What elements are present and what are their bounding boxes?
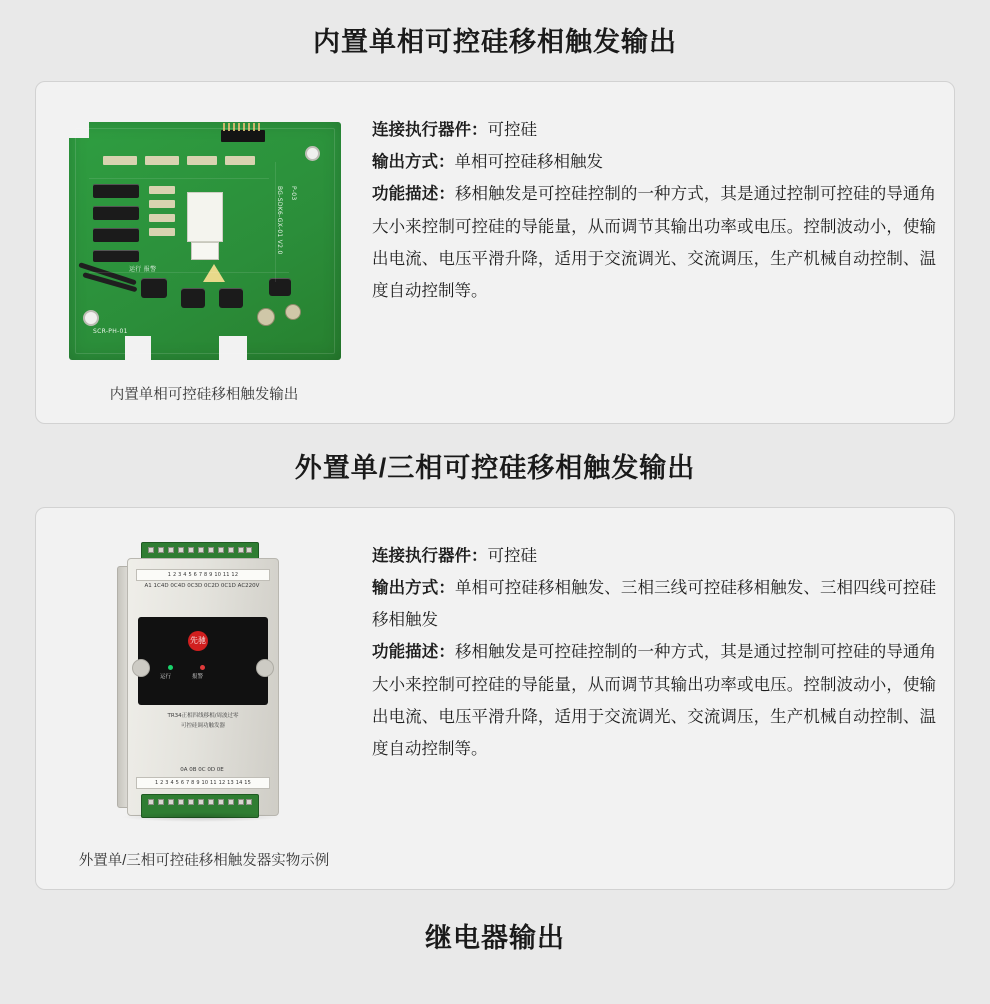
spec-row-description-1 <box>372 178 936 307</box>
pcb-ic-small <box>219 288 243 308</box>
pcb-mounting-hole <box>83 310 99 326</box>
device-alarm-label: 报警 <box>192 673 204 680</box>
pcb-ic <box>93 206 139 220</box>
pcb-notch-left <box>125 336 151 360</box>
device-mount-hole-right <box>256 659 274 677</box>
pcb-header-pins <box>223 123 260 131</box>
spec-value: 可控硅 <box>487 121 537 139</box>
pcb-triangle-mark <box>203 264 225 282</box>
pcb-ic-small <box>181 288 205 308</box>
pcb-silk-side-text2: P-03 <box>290 186 297 201</box>
pcb-ic <box>93 250 139 262</box>
pcb-pad <box>103 156 137 165</box>
pcb-trace <box>89 272 289 273</box>
spec-value: 可控硅 <box>487 546 537 565</box>
pcb-ic-small <box>141 278 167 298</box>
section-card-2 <box>35 507 955 890</box>
pcb-pad <box>145 156 179 165</box>
device-top-numbers: 1 2 3 4 5 6 7 8 9 10 11 12 <box>136 569 270 581</box>
spec-row-output-mode-1 <box>372 146 936 178</box>
spec-row-description-2 <box>372 636 936 765</box>
pcb-silk-board-code: SCR-PH-01 <box>93 328 128 335</box>
device-mount-hole-left <box>132 659 150 677</box>
device-display-window <box>138 617 268 705</box>
section-title-2: 外置单/三相可控硅移相触发输出 <box>294 452 696 483</box>
pcb-pad <box>149 228 175 236</box>
pcb-trace <box>89 178 269 179</box>
spec-value: 移相触发是可控硅控制的一种方式，其是通过控制可控硅的导通角大小来控制可控硅的导能量，从而调节其输出功率或电压。控制波动小，使输出电流、电压平滑升降，适用于交流调光、交流调压，生产机械自动控制、温度自动控制等。 <box>372 185 937 300</box>
section-card-1 <box>35 81 955 424</box>
pcb-white-label <box>187 192 223 242</box>
pcb-wire <box>78 262 137 285</box>
pcb-pad <box>149 186 175 194</box>
spec-value: 单相可控硅移相触发 <box>454 153 603 172</box>
spec-label: 连接执行器件： <box>372 546 488 565</box>
pcb-wire <box>82 272 137 292</box>
pcb-header-connector <box>221 130 265 142</box>
pcb-ic <box>93 184 139 198</box>
pcb-pad <box>149 214 175 222</box>
device-run-led <box>168 665 173 670</box>
pcb-ic-small <box>269 278 291 296</box>
device-bottom-terminal-marks: 0A 0B 0C 0D 0E <box>180 766 224 773</box>
pcb-notch-mid <box>219 336 247 360</box>
spec-label: 输出方式： <box>372 579 455 598</box>
pcb-capacitor <box>285 304 301 320</box>
pcb-ic <box>93 228 139 242</box>
pcb-capacitor <box>257 308 275 326</box>
spec-value: 移相触发是可控硅控制的一种方式，其是通过控制可控硅的导通角大小来控制可控硅的导能量，从而调节其输出功率或电压。控制波动小，使输出电流、电压平滑升降，适用于交流调光、交流调压，生产机械自动控制、温度自动控制等。 <box>372 643 937 758</box>
spec-label: 输出方式： <box>372 153 455 172</box>
pcb-substrate <box>69 122 341 360</box>
section-title-3: 继电器输出 <box>425 922 565 953</box>
device-alarm-led <box>200 665 205 670</box>
pcb-trace <box>275 162 276 282</box>
pcb-board-photo <box>61 100 347 378</box>
pcb-silk-marks: 运行 报警 <box>129 266 157 273</box>
pcb-notch-corner <box>69 122 89 138</box>
device-top-terminal-marks: A1 1C4D 0C4D 0C3D 0C2D 0C1D AC220V <box>144 582 260 589</box>
section-2-image-block <box>54 526 354 871</box>
pcb-pad <box>225 156 255 165</box>
section-2-caption: 外置单/三相可控硅移相触发器实物示例 <box>78 852 330 869</box>
pcb-mounting-hole <box>305 146 320 161</box>
device-brand-logo: 先驰 <box>188 631 208 651</box>
section-2-spec-block <box>354 526 936 765</box>
section-title-1: 内置单相可控硅移相触发输出 <box>313 27 677 57</box>
spec-value: 单相可控硅移相触发、三相三线可控硅移相触发、三相四线可控硅移相触发 <box>372 579 937 630</box>
pcb-pad <box>149 200 175 208</box>
spec-label: 功能描述： <box>372 643 455 662</box>
section-1-caption: 内置单相可控硅移相触发输出 <box>109 387 299 403</box>
device-housing <box>127 558 279 816</box>
spec-row-connect-device-1 <box>372 114 936 146</box>
device-run-label: 运行 <box>160 673 172 680</box>
spec-row-connect-device-2 <box>372 540 936 572</box>
pcb-pad <box>187 156 217 165</box>
spec-label: 连接执行器件： <box>372 121 488 139</box>
pcb-silk-side-text: BG-SDK6-GX-01 V2.0 <box>276 186 283 255</box>
device-shadow <box>121 812 281 822</box>
device-model-line-1: TR34正相四线移相/周波过零 <box>167 712 239 719</box>
external-trigger-module-photo <box>61 526 347 844</box>
spec-label: 功能描述： <box>372 185 455 204</box>
device-bottom-numbers: 1 2 3 4 5 6 7 8 9 10 11 12 13 14 15 <box>136 777 270 789</box>
section-1-image-block <box>54 100 354 405</box>
pcb-sticker <box>191 242 219 260</box>
device-model-line-2: 可控硅调功触发器 <box>180 722 225 729</box>
section-1-spec-block <box>354 100 936 307</box>
spec-row-output-mode-2 <box>372 572 936 636</box>
